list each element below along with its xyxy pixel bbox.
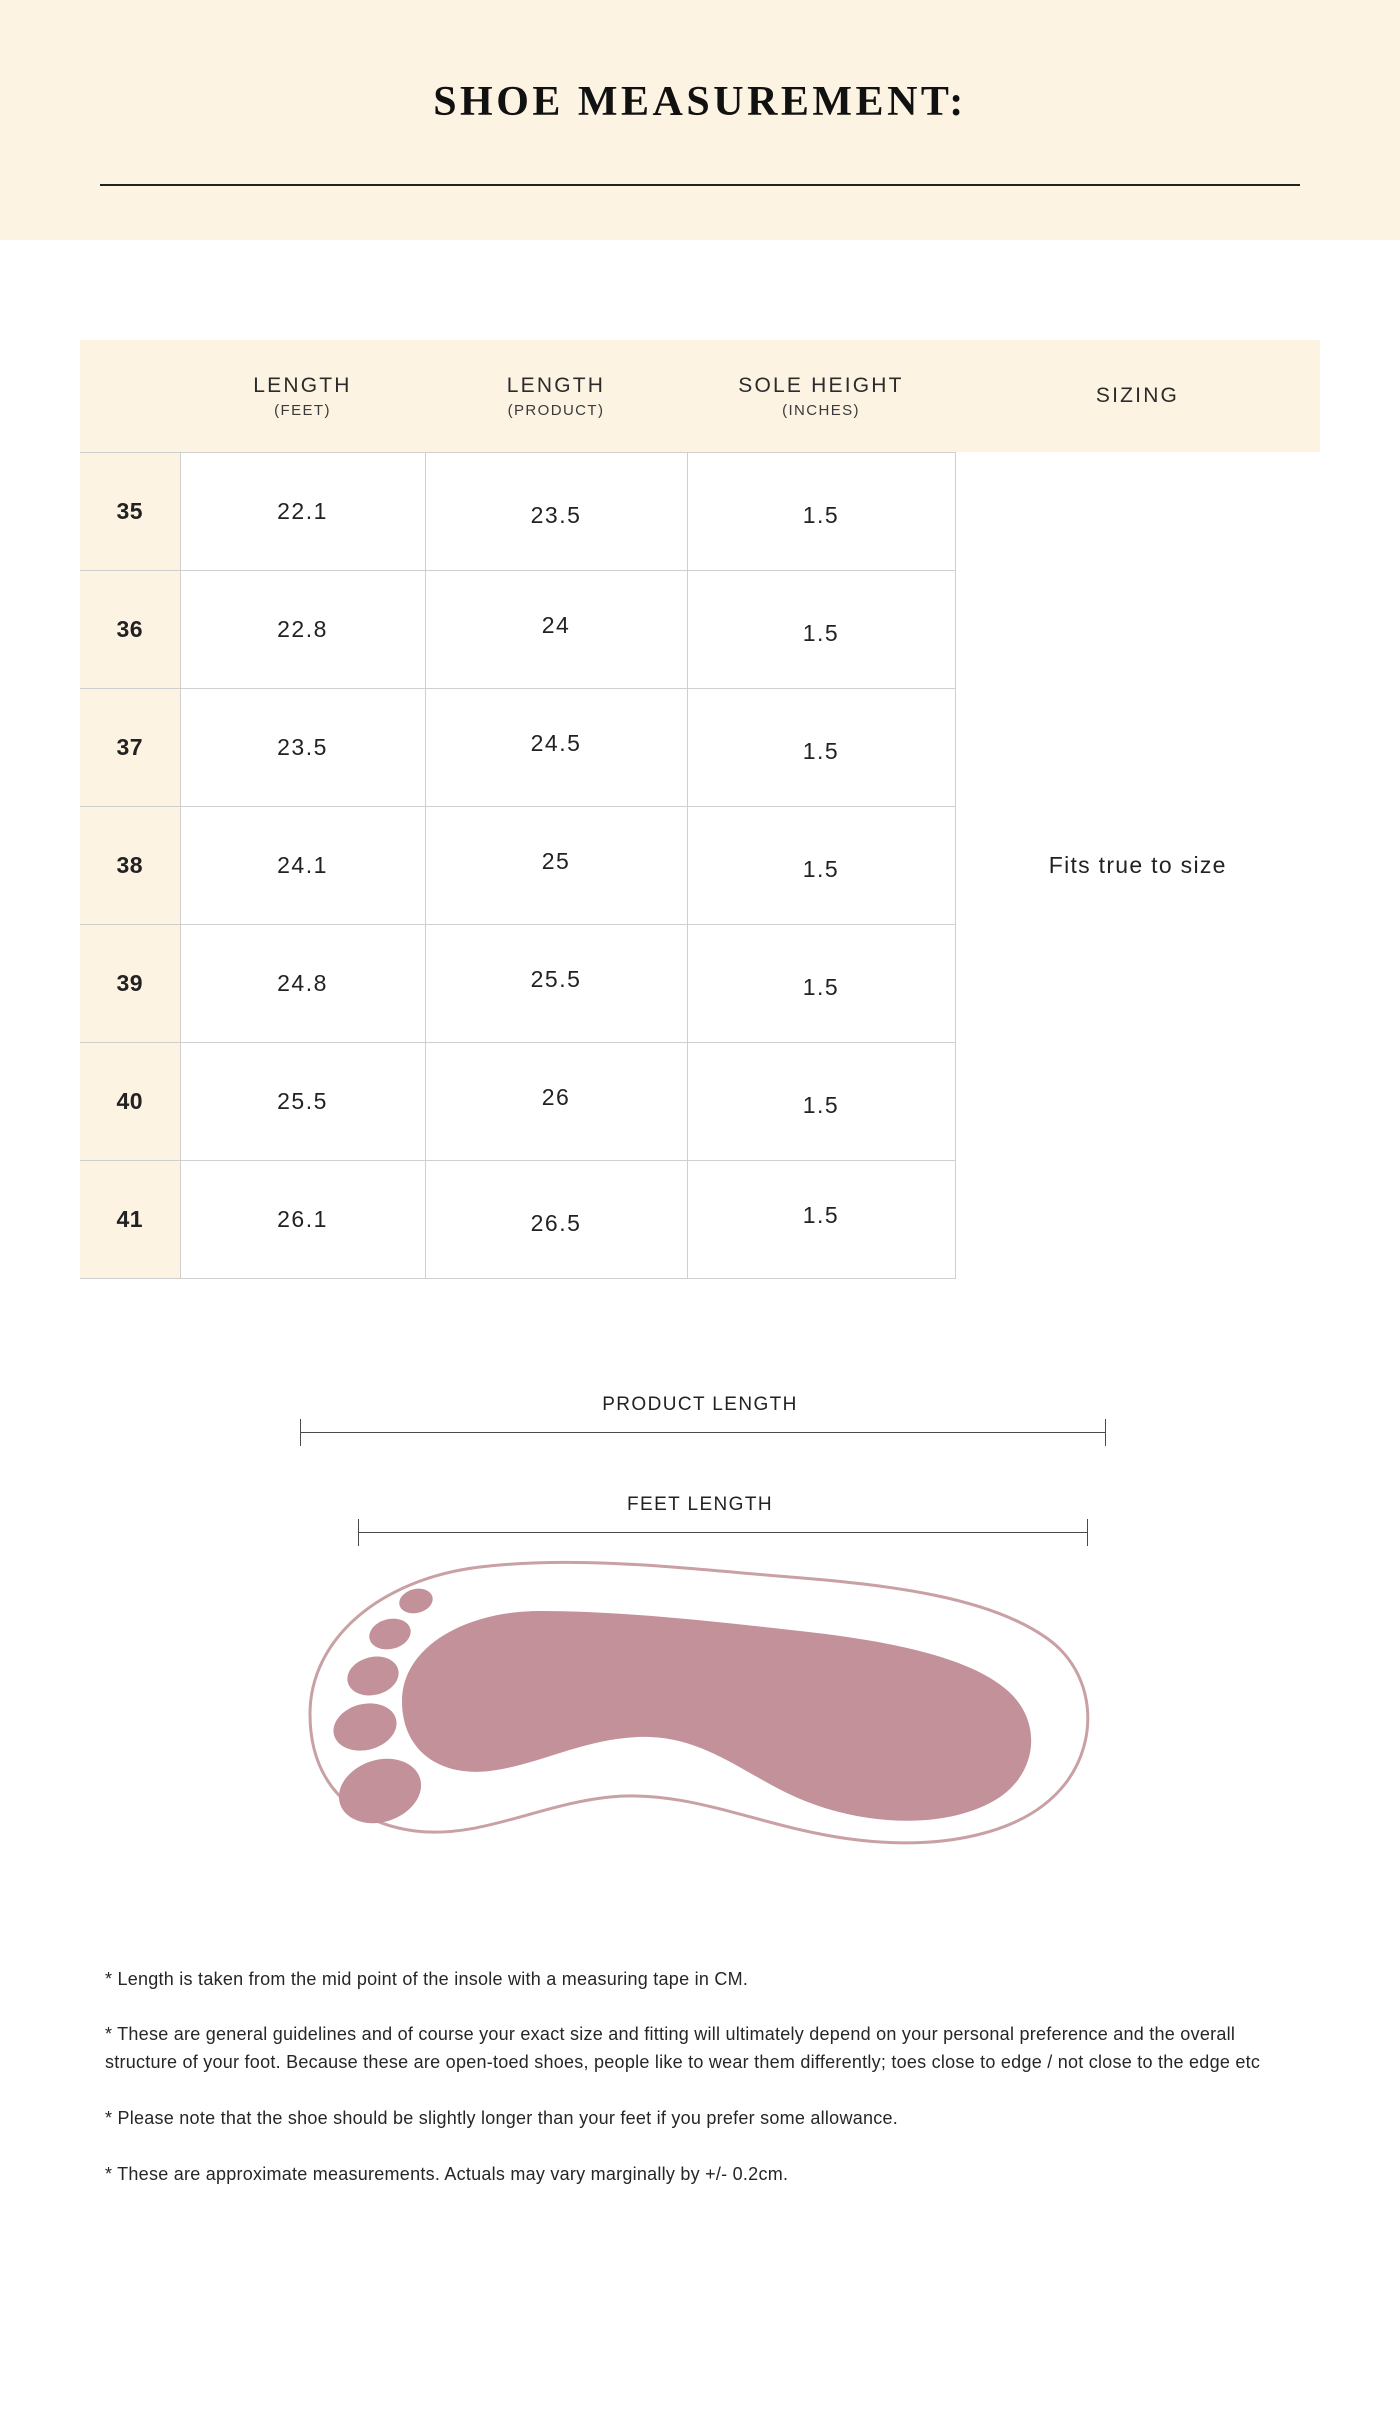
cell-length-product: 23.5 xyxy=(425,456,687,574)
column-header-size xyxy=(80,340,180,452)
table-body xyxy=(80,452,1320,1278)
cell-sole-height: 1.5 xyxy=(687,1156,955,1274)
cell-size: 41 xyxy=(80,1160,180,1278)
toe-second-icon xyxy=(328,1696,401,1756)
product-length-line xyxy=(300,1432,1106,1433)
size-table-container xyxy=(80,240,1320,1279)
cell-sole-height: 1.5 xyxy=(687,928,955,1046)
cell-length-feet: 22.1 xyxy=(180,452,425,570)
cell-length-feet: 24.1 xyxy=(180,806,425,924)
product-length-cap-left xyxy=(300,1419,301,1446)
product-length-cap-right xyxy=(1105,1419,1106,1446)
column-header-length-feet xyxy=(180,340,425,452)
note-item: * These are approximate measurements. Actuals may vary marginally by +/- 0.2cm. xyxy=(105,2164,789,2185)
column-header-length-product-sub: (PRODUCT) xyxy=(507,402,605,420)
cell-length-product: 25.5 xyxy=(425,920,687,1038)
column-header-length-feet-sub: (FEET) xyxy=(274,402,331,420)
cell-sole-height: 1.5 xyxy=(687,574,955,692)
cell-size: 35 xyxy=(80,452,180,570)
cell-sole-height: 1.5 xyxy=(687,1046,955,1164)
toe-fourth-icon xyxy=(366,1614,414,1653)
column-header-length-feet-main: LENGTH xyxy=(253,374,352,398)
foot-measurement-diagram xyxy=(0,1394,1400,1914)
cell-sizing-note: Fits true to size xyxy=(1048,851,1227,878)
cell-length-product: 26.5 xyxy=(425,1164,687,1282)
cell-length-product: 26 xyxy=(425,1038,687,1156)
column-header-sole-height xyxy=(687,340,955,452)
product-length-label: PRODUCT LENGTH xyxy=(602,1393,798,1415)
cell-length-feet: 23.5 xyxy=(180,688,425,806)
cell-sole-height: 1.5 xyxy=(687,692,955,810)
cell-size: 39 xyxy=(80,924,180,1042)
cell-sole-height: 1.5 xyxy=(687,456,955,574)
cell-length-feet: 24.8 xyxy=(180,924,425,1042)
table-header-row xyxy=(80,340,1320,452)
feet-length-line xyxy=(358,1532,1088,1533)
size-chart-table xyxy=(80,340,1320,1279)
cell-size: 36 xyxy=(80,570,180,688)
cell-length-product: 25 xyxy=(425,802,687,920)
toe-third-icon xyxy=(343,1651,403,1700)
cell-sole-height: 1.5 xyxy=(687,810,955,928)
header-divider xyxy=(100,184,1300,186)
foot-sole-shape xyxy=(402,1611,1031,1821)
cell-length-product: 24 xyxy=(425,566,687,684)
cell-size: 37 xyxy=(80,688,180,806)
foot-illustration xyxy=(290,1539,1110,1869)
column-header-length-product xyxy=(425,340,687,452)
cell-length-feet: 22.8 xyxy=(180,570,425,688)
column-header-sizing-label: SIZING xyxy=(1095,384,1180,407)
cell-size: 38 xyxy=(80,806,180,924)
cell-size: 40 xyxy=(80,1042,180,1160)
cell-length-feet: 25.5 xyxy=(180,1042,425,1160)
toe-big-icon xyxy=(330,1748,429,1833)
feet-length-label: FEET LENGTH xyxy=(627,1493,773,1515)
cell-length-product: 24.5 xyxy=(425,684,687,802)
column-header-length-product-main: LENGTH xyxy=(506,374,606,398)
table-header xyxy=(80,340,1320,452)
note-item: * Length is taken from the mid point of the insole with a measuring tape in CM. xyxy=(105,1968,749,1989)
column-header-sole-height-sub: (INCHES) xyxy=(782,402,860,420)
column-header-sole-height-main: SOLE HEIGHT xyxy=(738,374,904,398)
note-item: * Please note that the shoe should be slightly longer than your feet if you prefer some allowance. xyxy=(105,2108,898,2129)
table-row xyxy=(80,452,1320,570)
column-header-sizing xyxy=(955,340,1320,452)
note-item: * These are general guidelines and of course your exact size and fitting will ultimately depend on your personal preference and the overall structure of your foot. Because these are open-toed shoes, people like to wear them differently; toes close to edge / not close to the edge etc xyxy=(105,2024,1261,2073)
header-banner xyxy=(0,0,1400,240)
notes-section xyxy=(105,1914,1295,2189)
cell-length-feet: 26.1 xyxy=(180,1160,425,1278)
page-title: SHOE MEASUREMENT: xyxy=(433,79,967,125)
